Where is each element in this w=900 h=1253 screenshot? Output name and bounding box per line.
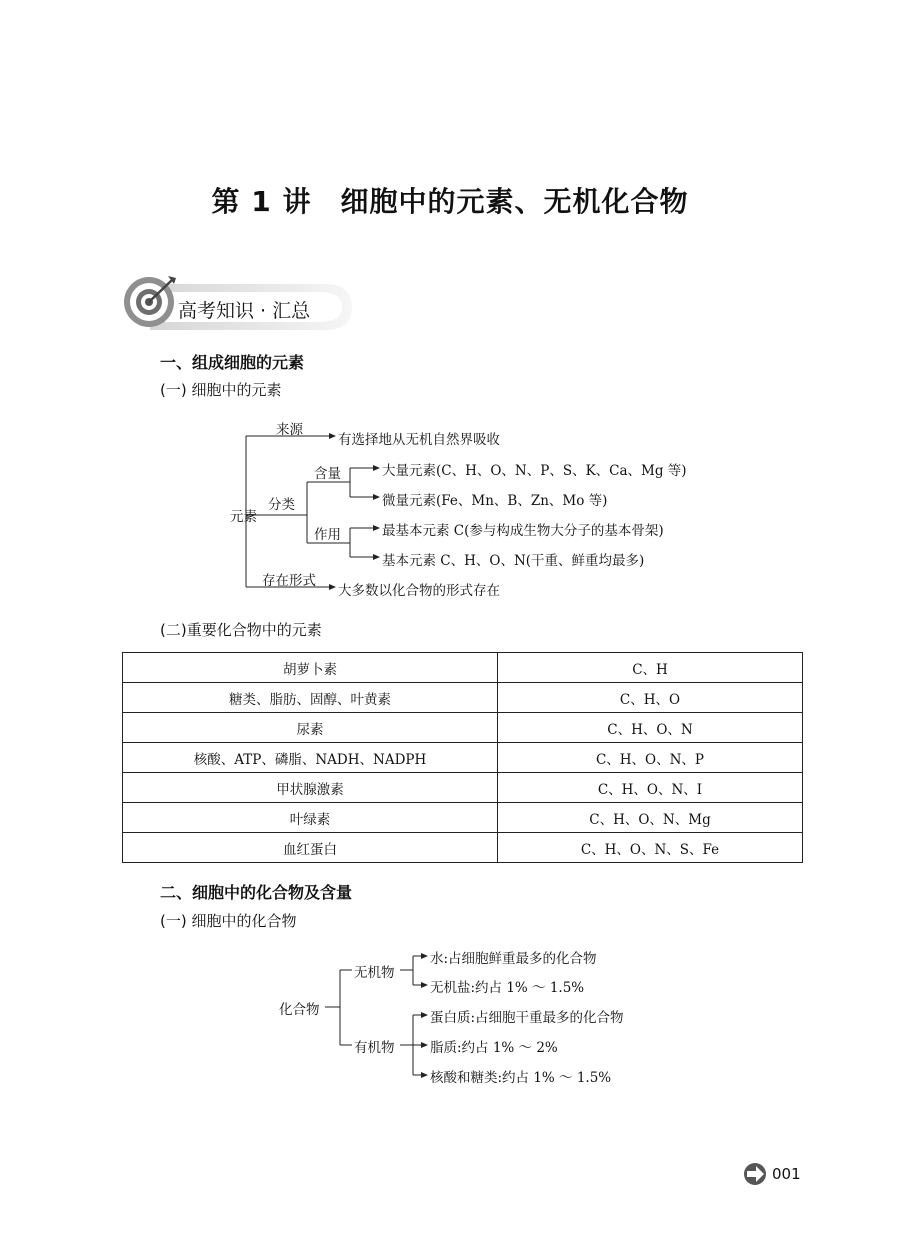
compound-cell: 胡萝卜素: [123, 653, 498, 683]
tree-root: 元素: [230, 509, 257, 525]
tree-leaf: 核酸和糖类:约占 1% ～ 1.5%: [430, 1070, 612, 1086]
arrow-right-icon: [744, 1163, 766, 1185]
tree-leaf: 有选择地从无机自然界吸收: [338, 432, 500, 448]
page-title: 第 1 讲 细胞中的元素、无机化合物: [211, 185, 689, 218]
compound-cell: 甲状腺激素: [123, 773, 498, 803]
element-cell: C、H、O、N、Mg: [498, 803, 803, 833]
element-cell: C、H、O: [498, 683, 803, 713]
element-cell: C、H、O、N、P: [498, 743, 803, 773]
tree-leaf: 大多数以化合物的形式存在: [338, 583, 500, 599]
tree-label-amount: 含量: [314, 466, 341, 482]
tree-leaf: 水:占细胞鲜重最多的化合物: [430, 951, 597, 967]
tree-branch: 有机物: [354, 1040, 395, 1056]
subsection-heading: (二)重要化合物中的元素: [160, 621, 322, 639]
tree-leaf: 蛋白质:占细胞干重最多的化合物: [430, 1010, 624, 1026]
tree-leaf: 微量元素(Fe、Mn、B、Zn、Mo 等): [382, 493, 608, 509]
tree-leaf: 最基本元素 C(参与构成生物大分子的基本骨架): [382, 523, 664, 539]
tree-root: 化合物: [279, 1002, 320, 1018]
page-number: 001: [772, 1165, 801, 1183]
element-cell: C、H、O、N、I: [498, 773, 803, 803]
tree-leaf: 无机盐:约占 1% ～ 1.5%: [430, 980, 585, 996]
compound-cell: 糖类、脂肪、固醇、叶黄素: [123, 683, 498, 713]
element-cell: C、H、O、N: [498, 713, 803, 743]
compound-cell: 尿素: [123, 713, 498, 743]
section-heading: 二、细胞中的化合物及含量: [160, 883, 353, 902]
subsection-heading: (一) 细胞中的元素: [160, 381, 282, 399]
element-cell: C、H、O、N、S、Fe: [498, 833, 803, 863]
compound-cell: 核酸、ATP、磷脂、NADH、NADPH: [123, 743, 498, 773]
tree-label-class: 分类: [268, 497, 295, 513]
tree-label-role: 作用: [314, 527, 341, 543]
compound-cell: 叶绿素: [123, 803, 498, 833]
tree-leaf: 大量元素(C、H、O、N、P、S、K、Ca、Mg 等): [382, 463, 687, 479]
tree-leaf: 基本元素 C、H、O、N(干重、鲜重均最多): [382, 553, 645, 569]
tree-leaf: 脂质:约占 1% ～ 2%: [430, 1040, 558, 1056]
compound-cell: 血红蛋白: [123, 833, 498, 863]
tree-branch: 无机物: [354, 965, 395, 981]
tree-label-source: 来源: [276, 422, 303, 438]
banner-label: 高考知识 · 汇总: [178, 300, 311, 322]
subsection-heading: (一) 细胞中的化合物: [160, 912, 297, 930]
element-cell: C、H: [498, 653, 803, 683]
section-heading: 一、组成细胞的元素: [160, 353, 305, 372]
tree-label-form: 存在形式: [262, 573, 316, 589]
